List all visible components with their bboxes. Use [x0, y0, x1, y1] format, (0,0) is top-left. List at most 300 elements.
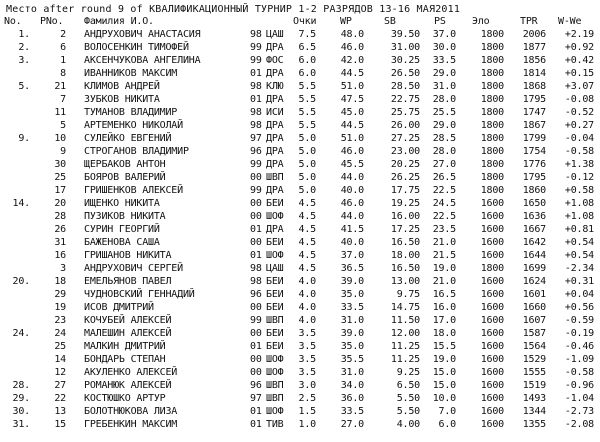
row-year: 00	[250, 354, 262, 365]
row-elo: 1800	[480, 185, 504, 196]
table-row	[0, 120, 600, 132]
row-wp: 39.0	[340, 328, 364, 339]
row-wwe: +1.08	[564, 211, 594, 222]
row-elo: 1800	[480, 146, 504, 157]
row-elo: 1600	[480, 237, 504, 248]
row-club: ИСИ	[266, 107, 284, 118]
row-name: РОМАНЮК АЛЕКСЕЙ	[84, 380, 172, 391]
row-year: 96	[250, 146, 262, 157]
row-name: БОЯРОВ ВАЛЕРИЙ	[84, 172, 166, 183]
row-points: 4.5	[298, 211, 316, 222]
row-sb: 22.75	[390, 94, 420, 105]
row-elo: 1800	[480, 94, 504, 105]
row-club: ДРА	[266, 146, 284, 157]
row-club: БЕИ	[266, 276, 284, 287]
row-elo: 1800	[480, 68, 504, 79]
row-points: 4.5	[298, 224, 316, 235]
row-ps: 22.5	[432, 185, 456, 196]
row-club: ШВП	[266, 172, 284, 183]
row-year: 96	[250, 380, 262, 391]
row-club: БЕИ	[266, 237, 284, 248]
table-row	[0, 250, 600, 262]
row-name: КОСТЮШКО АРТУР	[84, 393, 166, 404]
row-tpr: 1747	[522, 107, 546, 118]
row-ps: 21.5	[432, 250, 456, 261]
row-sb: 17.75	[390, 185, 420, 196]
row-points: 5.0	[298, 146, 316, 157]
row-name: ГРИШЕНКОВ АЛЕКСЕЙ	[84, 185, 183, 196]
row-club: БЕИ	[266, 302, 284, 313]
row-pno: 21	[54, 81, 66, 92]
row-points: 6.5	[298, 42, 316, 53]
row-points: 4.5	[298, 250, 316, 261]
row-place: 1.	[18, 29, 30, 40]
table-row	[0, 289, 600, 301]
row-club: ДРА	[266, 133, 284, 144]
row-sb: 11.25	[390, 341, 420, 352]
row-points: 5.5	[298, 120, 316, 131]
row-tpr: 1699	[522, 263, 546, 274]
row-sb: 18.00	[390, 250, 420, 261]
row-club: ФОС	[266, 55, 284, 66]
row-wwe: +0.27	[564, 120, 594, 131]
row-wp: 40.0	[340, 237, 364, 248]
row-elo: 1600	[480, 302, 504, 313]
row-elo: 1600	[480, 406, 504, 417]
row-name: КЛИМОВ АНДРЕЙ	[84, 81, 160, 92]
row-tpr: 1555	[522, 367, 546, 378]
row-pno: 14	[54, 354, 66, 365]
row-sb: 20.25	[390, 159, 420, 170]
row-ps: 29.0	[432, 68, 456, 79]
row-club: КЛЮ	[266, 81, 284, 92]
row-tpr: 1344	[522, 406, 546, 417]
table-row	[0, 224, 600, 236]
header-wwe: W-We	[558, 16, 582, 27]
table-row	[0, 55, 600, 67]
row-sb: 31.00	[390, 42, 420, 53]
table-row	[0, 172, 600, 184]
row-wwe: +2.19	[564, 29, 594, 40]
row-ps: 28.0	[432, 146, 456, 157]
row-club: БЕИ	[266, 289, 284, 300]
row-year: 99	[250, 159, 262, 170]
table-row	[0, 94, 600, 106]
row-club: ДРА	[266, 68, 284, 79]
row-club: ДРА	[266, 94, 284, 105]
row-points: 5.5	[298, 81, 316, 92]
row-ps: 6.0	[438, 419, 456, 430]
row-ps: 16.0	[432, 302, 456, 313]
row-sb: 4.00	[396, 419, 420, 430]
row-wp: 44.5	[340, 68, 364, 79]
row-points: 4.0	[298, 289, 316, 300]
row-year: 00	[250, 302, 262, 313]
row-sb: 16.50	[390, 263, 420, 274]
row-year: 01	[250, 224, 262, 235]
row-points: 2.5	[298, 393, 316, 404]
row-wwe: +0.81	[564, 224, 594, 235]
row-club: ШОФ	[266, 367, 284, 378]
row-sb: 26.50	[390, 68, 420, 79]
table-row	[0, 185, 600, 197]
row-wp: 27.0	[340, 419, 364, 430]
row-year: 01	[250, 341, 262, 352]
table-row	[0, 367, 600, 379]
header-place: No.	[4, 16, 22, 27]
row-name: СУРИН ГЕОРГИЙ	[84, 224, 160, 235]
row-elo: 1800	[480, 159, 504, 170]
row-pno: 1	[60, 55, 66, 66]
row-wp: 45.5	[340, 159, 364, 170]
row-name: АКУЛЕНКО АЛЕКСЕЙ	[84, 367, 178, 378]
row-points: 7.5	[298, 29, 316, 40]
row-club: ШОФ	[266, 354, 284, 365]
row-wwe: -0.59	[564, 315, 594, 326]
row-ps: 16.5	[432, 289, 456, 300]
row-year: 01	[250, 250, 262, 261]
row-club: ЦАШ	[266, 263, 284, 274]
row-wp: 36.5	[340, 263, 364, 274]
row-wp: 37.0	[340, 250, 364, 261]
row-name: ИВАННИКОВ МАКСИМ	[84, 68, 178, 79]
header-pno: PNo.	[40, 16, 64, 27]
row-elo: 1800	[480, 133, 504, 144]
row-elo: 1600	[480, 341, 504, 352]
row-place: 28.	[12, 380, 30, 391]
row-pno: 3	[60, 263, 66, 274]
row-wwe: +0.31	[564, 276, 594, 287]
row-sb: 11.25	[390, 354, 420, 365]
row-year: 00	[250, 367, 262, 378]
row-elo: 1600	[480, 211, 504, 222]
column-header-row	[0, 16, 600, 28]
row-name: БОЛОТНЮКОВА ЛИЗА	[84, 406, 178, 417]
row-club: ШВП	[266, 315, 284, 326]
row-wwe: +1.08	[564, 198, 594, 209]
row-club: ЦАШ	[266, 29, 284, 40]
row-sb: 25.75	[390, 107, 420, 118]
row-year: 00	[250, 172, 262, 183]
table-row	[0, 302, 600, 314]
row-name: ИСОВ ДМИТРИЙ	[84, 302, 154, 313]
row-sb: 14.75	[390, 302, 420, 313]
row-year: 98	[250, 120, 262, 131]
row-tpr: 1867	[522, 120, 546, 131]
row-sb: 26.25	[390, 172, 420, 183]
header-tpr: TPR	[520, 16, 538, 27]
row-wwe: -0.08	[564, 94, 594, 105]
row-wp: 35.0	[340, 289, 364, 300]
row-ps: 23.5	[432, 224, 456, 235]
table-row	[0, 419, 600, 431]
row-pno: 15	[54, 419, 66, 430]
row-ps: 21.0	[432, 276, 456, 287]
row-name: ИЩЕНКО НИКИТА	[84, 198, 160, 209]
row-tpr: 2006	[522, 29, 546, 40]
row-year: 96	[250, 289, 262, 300]
row-wp: 44.0	[340, 172, 364, 183]
row-sb: 17.25	[390, 224, 420, 235]
row-name: ТУМАНОВ ВЛАДИМИР	[84, 107, 178, 118]
row-ps: 24.5	[432, 198, 456, 209]
row-sb: 9.25	[396, 367, 420, 378]
row-name: АНДРУХОВИЧ СЕРГЕЙ	[84, 263, 183, 274]
row-name: БОНДАРЬ СТЕПАН	[84, 354, 166, 365]
row-place: 24.	[12, 328, 30, 339]
row-year: 00	[250, 198, 262, 209]
row-tpr: 1644	[522, 250, 546, 261]
row-ps: 7.0	[438, 406, 456, 417]
row-wwe: +0.42	[564, 55, 594, 66]
row-pno: 2	[60, 29, 66, 40]
table-row	[0, 354, 600, 366]
table-row	[0, 380, 600, 392]
row-tpr: 1814	[522, 68, 546, 79]
row-elo: 1600	[480, 198, 504, 209]
row-name: МАЛЕШИН АЛЕКСЕЙ	[84, 328, 172, 339]
row-year: 01	[250, 406, 262, 417]
row-tpr: 1795	[522, 172, 546, 183]
row-ps: 21.0	[432, 237, 456, 248]
row-place: 20.	[12, 276, 30, 287]
row-name: ГРЕБЕНКИН МАКСИМ	[84, 419, 178, 430]
row-tpr: 1860	[522, 185, 546, 196]
row-wp: 42.0	[340, 55, 364, 66]
table-row	[0, 159, 600, 171]
row-sb: 16.50	[390, 237, 420, 248]
row-tpr: 1519	[522, 380, 546, 391]
row-club: БЕИ	[266, 198, 284, 209]
row-wp: 45.0	[340, 107, 364, 118]
row-pno: 25	[54, 341, 66, 352]
row-wwe: -2.34	[564, 263, 594, 274]
row-wp: 48.0	[340, 29, 364, 40]
row-wwe: -2.73	[564, 406, 594, 417]
row-ps: 10.0	[432, 393, 456, 404]
row-points: 3.5	[298, 341, 316, 352]
row-sb: 11.50	[390, 315, 420, 326]
row-points: 3.5	[298, 354, 316, 365]
header-ps: PS	[434, 16, 446, 27]
row-pno: 18	[54, 276, 66, 287]
row-points: 5.0	[298, 159, 316, 170]
row-name: МАЛКИН ДМИТРИЙ	[84, 341, 166, 352]
row-wp: 44.5	[340, 120, 364, 131]
row-club: ДРА	[266, 42, 284, 53]
row-sb: 5.50	[396, 393, 420, 404]
table-row	[0, 276, 600, 288]
row-wwe: -0.58	[564, 146, 594, 157]
row-elo: 1800	[480, 172, 504, 183]
row-ps: 28.5	[432, 133, 456, 144]
table-row	[0, 146, 600, 158]
table-row	[0, 68, 600, 80]
row-year: 00	[250, 211, 262, 222]
row-sb: 9.75	[396, 289, 420, 300]
row-elo: 1600	[480, 224, 504, 235]
row-wp: 51.0	[340, 81, 364, 92]
row-pno: 5	[60, 120, 66, 131]
row-points: 4.5	[298, 237, 316, 248]
row-place: 31.	[12, 419, 30, 430]
row-club: ШОФ	[266, 406, 284, 417]
table-row	[0, 328, 600, 340]
row-sb: 23.00	[390, 146, 420, 157]
row-pno: 11	[54, 107, 66, 118]
row-ps: 37.0	[432, 29, 456, 40]
row-club: ДРА	[266, 224, 284, 235]
row-tpr: 1493	[522, 393, 546, 404]
row-elo: 1800	[480, 107, 504, 118]
row-pno: 27	[54, 380, 66, 391]
table-row	[0, 393, 600, 405]
row-ps: 28.0	[432, 94, 456, 105]
row-wp: 46.0	[340, 146, 364, 157]
row-pno: 10	[54, 133, 66, 144]
table-row	[0, 263, 600, 275]
table-row	[0, 107, 600, 119]
row-club: ШВП	[266, 380, 284, 391]
row-wwe: +0.58	[564, 185, 594, 196]
row-pno: 8	[60, 68, 66, 79]
header-points: Очки	[293, 16, 317, 27]
row-wwe: +1.38	[564, 159, 594, 170]
row-ps: 19.0	[432, 354, 456, 365]
row-name: АНДРУХОВИЧ АНАСТАСИЯ	[84, 29, 201, 40]
row-wp: 36.0	[340, 393, 364, 404]
row-place: 14.	[12, 198, 30, 209]
row-wp: 51.0	[340, 133, 364, 144]
header-sb: SB	[384, 16, 396, 27]
row-year: 97	[250, 393, 262, 404]
row-ps: 17.0	[432, 315, 456, 326]
row-ps: 29.0	[432, 120, 456, 131]
row-points: 4.0	[298, 302, 316, 313]
row-tpr: 1529	[522, 354, 546, 365]
row-points: 5.5	[298, 107, 316, 118]
row-pno: 22	[54, 393, 66, 404]
row-year: 99	[250, 55, 262, 66]
row-pno: 20	[54, 198, 66, 209]
row-tpr: 1607	[522, 315, 546, 326]
row-wp: 47.5	[340, 94, 364, 105]
row-ps: 26.5	[432, 172, 456, 183]
row-tpr: 1355	[522, 419, 546, 430]
row-elo: 1600	[480, 380, 504, 391]
row-wp: 40.0	[340, 185, 364, 196]
row-pno: 19	[54, 302, 66, 313]
row-name: АКСЕНЧУКОВА АНГЕЛИНА	[84, 55, 201, 66]
row-ps: 27.0	[432, 159, 456, 170]
row-elo: 1600	[480, 354, 504, 365]
row-sb: 28.50	[390, 81, 420, 92]
row-elo: 1600	[480, 419, 504, 430]
row-wwe: -0.19	[564, 328, 594, 339]
row-points: 4.5	[298, 263, 316, 274]
row-wwe: -0.52	[564, 107, 594, 118]
row-year: 00	[250, 328, 262, 339]
row-wwe: +0.54	[564, 250, 594, 261]
row-year: 98	[250, 276, 262, 287]
row-tpr: 1650	[522, 198, 546, 209]
row-elo: 1600	[480, 328, 504, 339]
row-pno: 31	[54, 237, 66, 248]
row-sb: 26.00	[390, 120, 420, 131]
row-sb: 39.50	[390, 29, 420, 40]
row-ps: 18.0	[432, 328, 456, 339]
row-place: 5.	[18, 81, 30, 92]
row-tpr: 1636	[522, 211, 546, 222]
row-elo: 1600	[480, 250, 504, 261]
row-elo: 1600	[480, 289, 504, 300]
row-tpr: 1660	[522, 302, 546, 313]
table-row	[0, 198, 600, 210]
row-wp: 44.0	[340, 211, 364, 222]
row-tpr: 1564	[522, 341, 546, 352]
row-tpr: 1667	[522, 224, 546, 235]
row-pno: 16	[54, 250, 66, 261]
row-name: ВОЛОСЕНКИН ТИМОФЕЙ	[84, 42, 189, 53]
row-tpr: 1877	[522, 42, 546, 53]
header-name: Фамилия И.О.	[84, 16, 154, 27]
row-year: 99	[250, 185, 262, 196]
row-tpr: 1795	[522, 94, 546, 105]
row-wwe: -0.12	[564, 172, 594, 183]
row-wwe: -0.46	[564, 341, 594, 352]
row-points: 3.0	[298, 380, 316, 391]
row-ps: 22.5	[432, 211, 456, 222]
row-points: 4.0	[298, 276, 316, 287]
header-elo: Эло	[472, 16, 490, 27]
table-row	[0, 133, 600, 145]
row-elo: 1800	[480, 81, 504, 92]
row-wwe: -1.04	[564, 393, 594, 404]
row-place: 30.	[12, 406, 30, 417]
row-pno: 12	[54, 367, 66, 378]
row-elo: 1800	[480, 120, 504, 131]
row-year: 01	[250, 419, 262, 430]
row-place: 2.	[18, 42, 30, 53]
row-pno: 13	[54, 406, 66, 417]
row-wwe: +0.15	[564, 68, 594, 79]
row-sb: 12.00	[390, 328, 420, 339]
row-ps: 19.0	[432, 263, 456, 274]
row-wp: 35.0	[340, 341, 364, 352]
row-year: 99	[250, 42, 262, 53]
row-elo: 1600	[480, 315, 504, 326]
row-sb: 5.50	[396, 406, 420, 417]
row-wwe: -1.09	[564, 354, 594, 365]
row-pno: 24	[54, 328, 66, 339]
row-ps: 30.0	[432, 42, 456, 53]
row-name: ЧУДНОВСКИЙ ГЕННАДИЙ	[84, 289, 195, 300]
row-elo: 1600	[480, 276, 504, 287]
row-club: ДРА	[266, 159, 284, 170]
header-wp: WP	[340, 16, 352, 27]
row-points: 1.5	[298, 406, 316, 417]
row-elo: 1800	[480, 263, 504, 274]
row-year: 01	[250, 94, 262, 105]
row-year: 01	[250, 68, 262, 79]
row-wwe: +0.54	[564, 237, 594, 248]
row-year: 00	[250, 237, 262, 248]
row-sb: 13.00	[390, 276, 420, 287]
row-wp: 34.0	[340, 380, 364, 391]
row-points: 5.0	[298, 133, 316, 144]
row-club: ШВП	[266, 393, 284, 404]
row-name: ЗУБКОВ НИКИТА	[84, 94, 160, 105]
